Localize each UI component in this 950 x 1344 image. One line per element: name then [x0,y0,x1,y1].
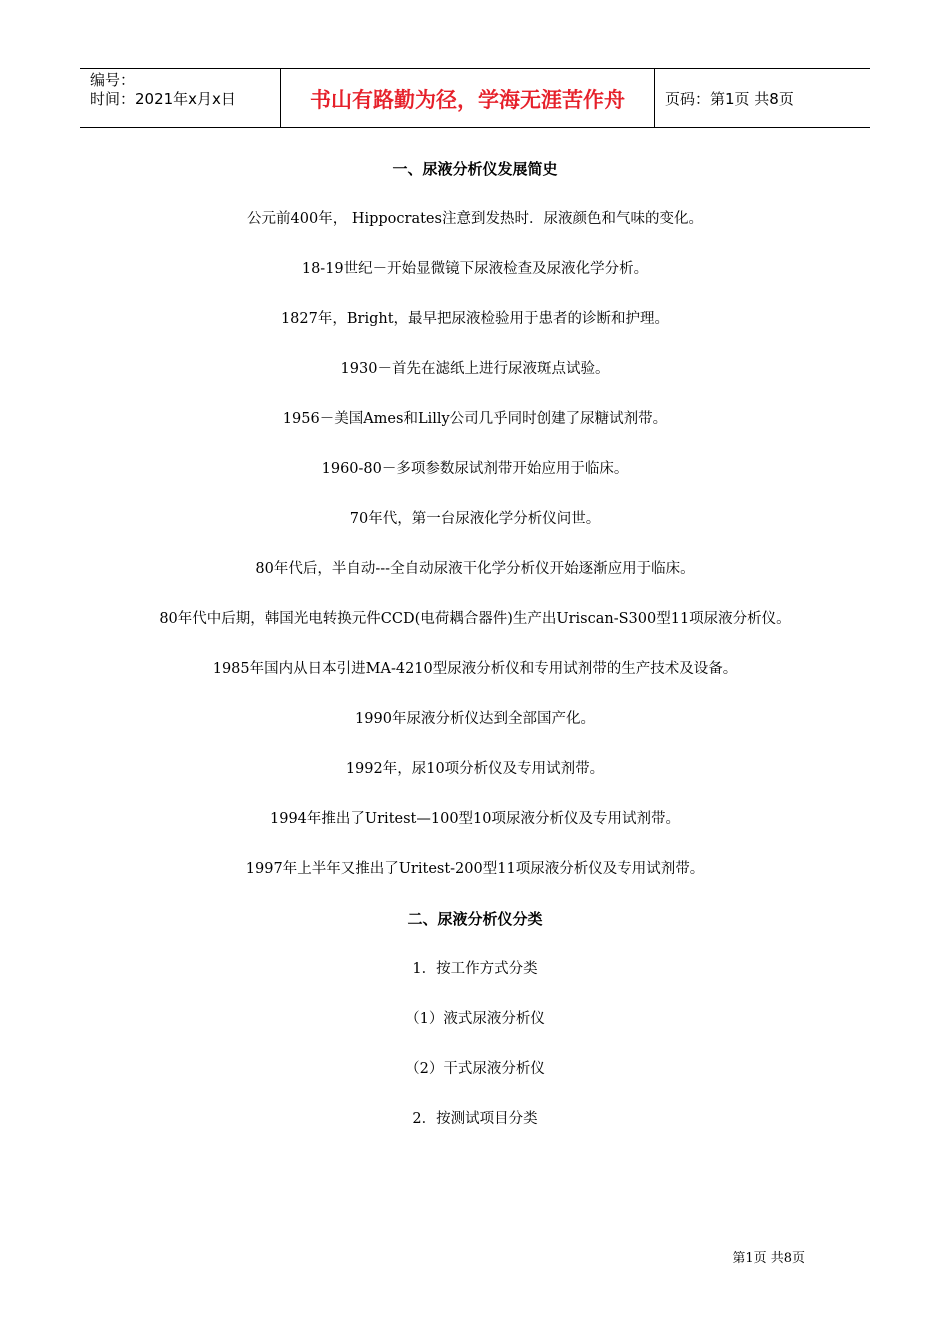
history-item: 公元前400年， Hippocrates注意到发热时．尿液颜色和气味的变化。 [247,211,703,227]
history-item: 1992年，尿10项分析仪及专用试剂带。 [345,761,605,777]
number-label: 编号： [90,71,136,89]
history-item: 1990年尿液分析仪达到全部国产化。 [355,711,595,727]
document-body [140,150,810,1131]
history-item: 1960-80－多项参数尿试剂带开始应用于临床。 [321,461,629,477]
history-item: 1994年推出了Uritest—100型10项尿液分析仪及专用试剂带。 [270,811,680,827]
history-item: 18-19世纪－开始显微镜下尿液检查及尿液化学分析。 [301,261,649,277]
classification-item: 1．按工作方式分类 [412,961,538,977]
section-heading-history: 一、尿液分析仪发展简史 [392,160,558,178]
history-item: 1997年上半年又推出了Uritest-200型11项尿液分析仪及专用试剂带。 [245,861,705,877]
classification-item: （1）液式尿液分析仪 [405,1011,545,1027]
section-heading-classification: 二、尿液分析仪分类 [407,910,543,928]
history-item: 1985年国内从日本引进MA-4210型尿液分析仪和专用试剂带的生产技术及设备。 [212,661,738,677]
header-meta [80,69,281,127]
history-item: 80年代中后期，韩国光电转换元件CCD(电荷耦合器件)生产出Uriscan-S300型11项尿液分析仪。 [159,611,791,627]
history-item: 1930－首先在滤纸上进行尿液斑点试验。 [340,361,610,377]
page-footer: 第1页 共8页 [732,1251,805,1266]
classification-item: （2）干式尿液分析仪 [405,1061,545,1077]
header-page-info: 页码：第1页 共8页 [665,89,794,108]
header-motto: 书山有路勤为径，学海无涯苦作舟 [281,69,655,127]
document-header [80,68,870,128]
history-item: 1827年，Bright，最早把尿液检验用于患者的诊断和护理。 [280,311,670,327]
history-item: 80年代后，半自动---全自动尿液干化学分析仪开始逐渐应用于临床。 [255,561,695,577]
history-item: 1956－美国Ames和Lilly公司几乎同时创建了尿糖试剂带。 [282,411,668,427]
classification-item: 2．按测试项目分类 [412,1111,538,1127]
time-label: 时间：2021年x月x日 [90,90,236,108]
history-item: 70年代，第一台尿液化学分析仪问世。 [349,511,601,527]
